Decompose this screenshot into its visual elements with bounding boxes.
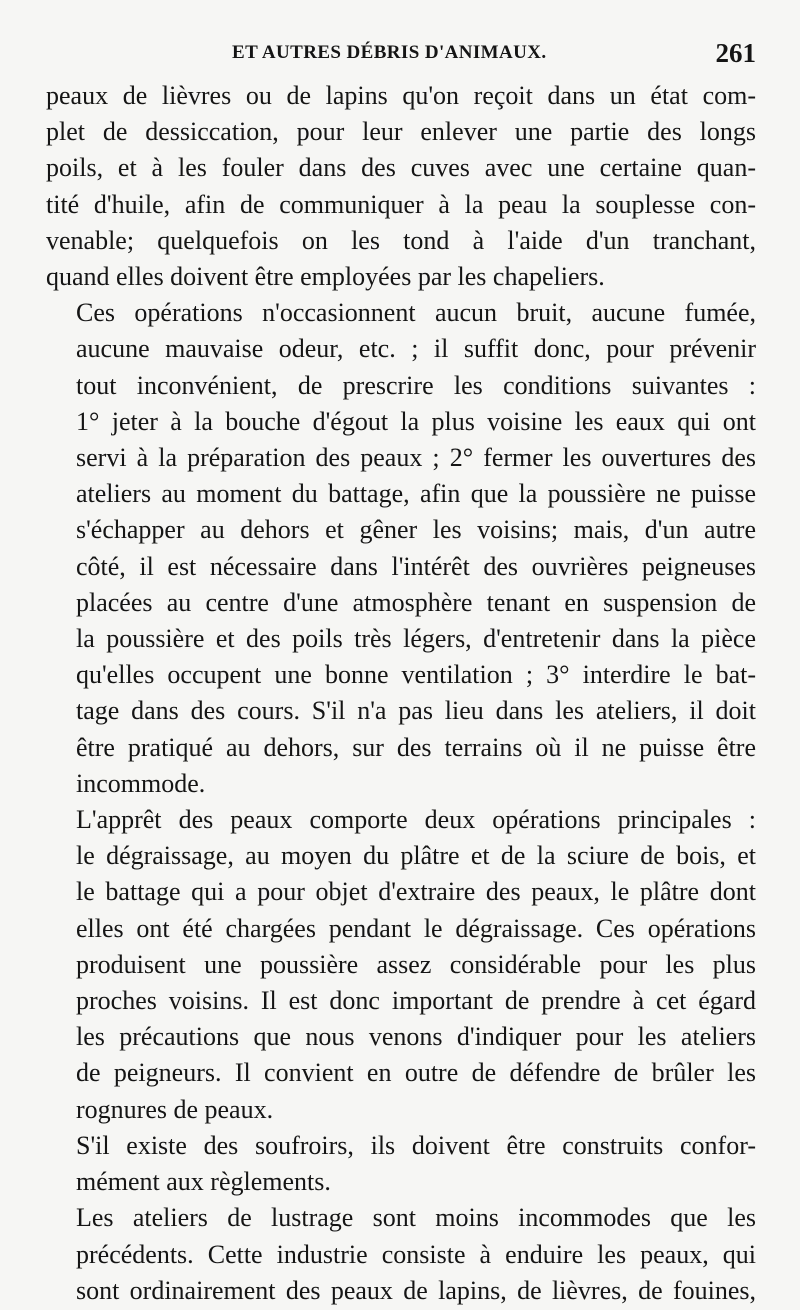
text-line: mément aux règlements.	[76, 1167, 331, 1197]
paragraph	[46, 1200, 756, 1309]
text-line: proches voisins. Il est donc important de prendre à cet égard	[76, 986, 756, 1016]
text-line: servi à la préparation des peaux ; 2° fermer les ouvertures des	[76, 443, 756, 473]
text-line: ateliers au moment du battage, afin que la poussière ne puisse	[76, 479, 756, 509]
body-text	[46, 78, 756, 1309]
text-line: plet de dessiccation, pour leur enlever une partie des longs	[46, 117, 756, 147]
running-title: ET AUTRES DÉBRIS D'ANIMAUX.	[232, 42, 547, 63]
text-line: le dégraissage, au moyen du plâtre et de la sciure de bois, et	[76, 841, 756, 871]
paragraph	[46, 78, 756, 295]
text-line: Ces opérations n'occasionnent aucun bruit, aucune fumée,	[76, 298, 756, 328]
text-line: précédents. Cette industrie consiste à enduire les peaux, qui	[76, 1239, 756, 1269]
text-line: le battage qui a pour objet d'extraire des peaux, le plâtre dont	[76, 877, 756, 907]
text-line: Les ateliers de lustrage sont moins incommodes que les	[76, 1203, 756, 1233]
text-line: tout inconvénient, de prescrire les conditions suivantes :	[76, 370, 756, 400]
text-line: les précautions que nous venons d'indiquer pour les ateliers	[76, 1022, 756, 1052]
text-line: tage dans des cours. S'il n'a pas lieu dans les ateliers, il doit	[76, 696, 756, 726]
text-line: tité d'huile, afin de communiquer à la peau la souplesse con-	[46, 189, 756, 219]
text-line: placées au centre d'une atmosphère tenant en suspension de	[76, 587, 756, 617]
text-line: côté, il est nécessaire dans l'intérêt des ouvrières peigneuses	[76, 551, 756, 581]
text-line: de peigneurs. Il convient en outre de défendre de brûler les	[76, 1058, 756, 1088]
text-line: s'échapper au dehors et gêner les voisins; mais, d'un autre	[76, 515, 756, 545]
paragraph	[46, 802, 756, 1128]
text-line: S'il existe des soufroirs, ils doivent être construits confor-	[76, 1130, 756, 1160]
text-line: rognures de peaux.	[76, 1094, 274, 1124]
text-line: L'apprêt des peaux comporte deux opérations principales :	[76, 805, 756, 835]
text-line: quand elles doivent être employées par les chapeliers.	[46, 262, 605, 292]
text-line: aucune mauvaise odeur, etc. ; il suffit donc, pour prévenir	[76, 334, 756, 364]
page-header	[46, 34, 756, 78]
text-line: la poussière et des poils très légers, d'entretenir dans la pièce	[76, 624, 756, 654]
text-line: incommode.	[76, 768, 206, 798]
text-line: poils, et à les fouler dans des cuves avec une certaine quan-	[46, 153, 756, 183]
page-number: 261	[715, 38, 756, 68]
text-line: sont ordinairement des peaux de lapins, de lièvres, de fouines,	[76, 1275, 756, 1305]
text-line: 1° jeter à la bouche d'égout la plus voisine les eaux qui ont	[76, 406, 756, 436]
text-line: venable; quelquefois on les tond à l'aide d'un tranchant,	[46, 225, 756, 255]
text-line: qu'elles occupent une bonne ventilation ; 3° interdire le bat-	[76, 660, 756, 690]
text-line: produisent une poussière assez considérable pour les plus	[76, 949, 756, 979]
paragraph	[46, 1128, 756, 1200]
text-line: peaux de lièvres ou de lapins qu'on reçoit dans un état com-	[46, 81, 756, 110]
paragraph	[46, 295, 756, 802]
text-line: elles ont été chargées pendant le dégraissage. Ces opérations	[76, 913, 756, 943]
text-line: être pratiqué au dehors, sur des terrains où il ne puisse être	[76, 732, 756, 762]
